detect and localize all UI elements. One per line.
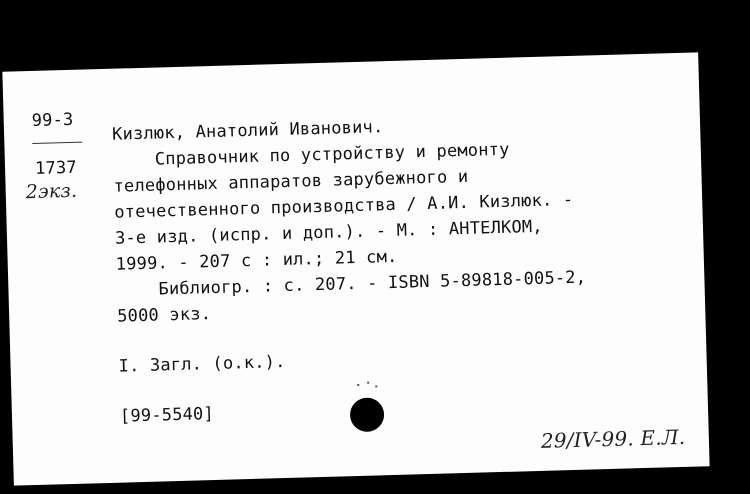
- catalog-card: [2, 52, 709, 485]
- title-line-4: 3-е изд. (испр. и доп.). - М. : АНТЕЛКОМ,: [114, 216, 544, 249]
- call-number-bottom: 1737: [34, 157, 78, 179]
- scan-speck: [367, 382, 369, 384]
- notes-line-2: 5000 экз.: [116, 304, 212, 327]
- notes-line-1: Библиогр. : с. 207. - ISBN 5-89818-005-2,: [158, 267, 587, 300]
- control-number: [99-5540]: [119, 404, 215, 427]
- call-number-top: 99-3: [31, 109, 74, 131]
- title-line-1: Справочник по устройству и ремонту: [154, 139, 510, 170]
- card-punch-hole: [350, 397, 385, 432]
- tracing: I. Загл. (о.к.).: [118, 352, 286, 377]
- title-line-3: отечественного производства / А.И. Кизлюк. -: [114, 189, 574, 223]
- title-line-5: 1999. - 207 с : ил.; 21 см.: [115, 246, 398, 275]
- title-line-2: телефонных аппаратов зарубежного и: [113, 166, 469, 197]
- call-number-divider: [32, 142, 82, 144]
- scan-speck: [357, 384, 359, 386]
- handwritten-date: 29/IV-99. Е.Л.: [540, 424, 686, 453]
- entry-heading: Кизлюк, Анатолий Иванович.: [111, 117, 384, 145]
- handwritten-copies: 2экз.: [25, 179, 78, 204]
- scan-speck: [375, 385, 377, 387]
